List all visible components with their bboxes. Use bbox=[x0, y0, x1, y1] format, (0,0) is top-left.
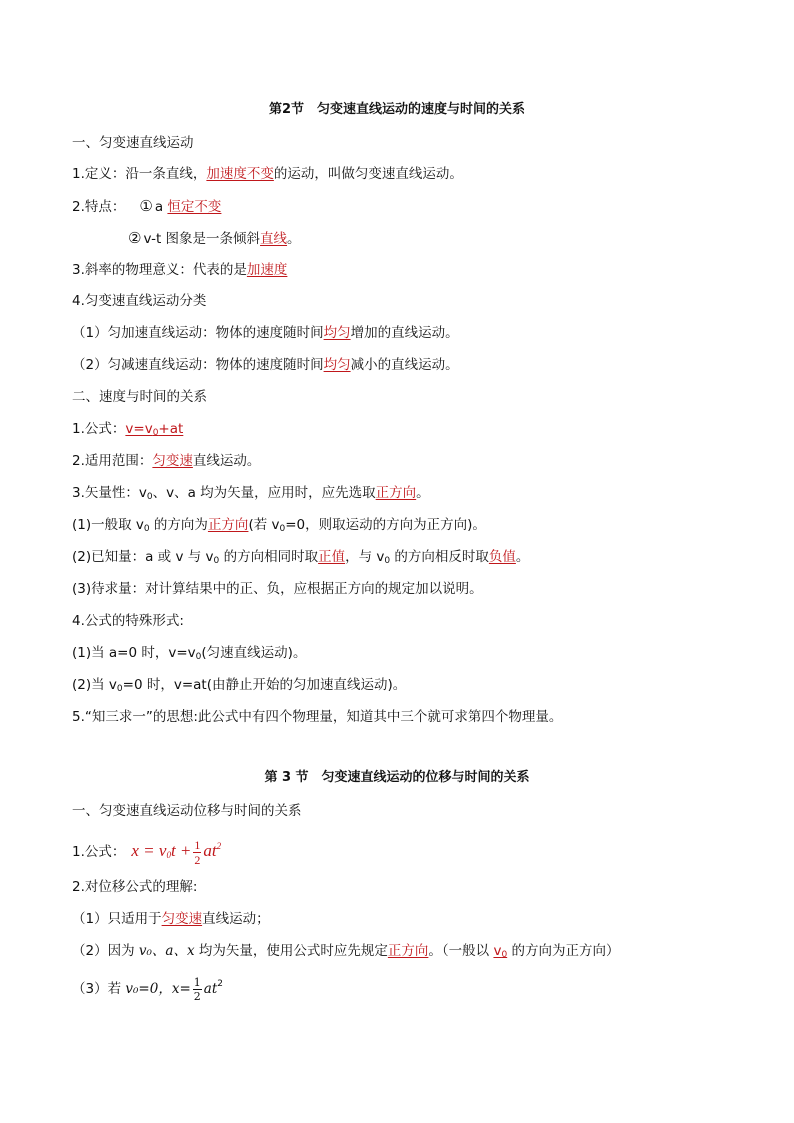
denominator: 2 bbox=[193, 989, 201, 1003]
text: (匀速直线运动)。 bbox=[201, 645, 307, 661]
answer-uniformly: 均匀 bbox=[323, 325, 351, 341]
answer-acceleration-constant: 加速度不变 bbox=[206, 166, 274, 182]
text: 减小的直线运动。 bbox=[350, 357, 459, 373]
text: 的方向为正方向） bbox=[507, 943, 620, 959]
text: =0 时，v=at(由静止开始的匀加速直线运动)。 bbox=[122, 677, 407, 693]
superscript: 2 bbox=[216, 841, 222, 851]
formula-line bbox=[72, 420, 183, 442]
subscript: 0 bbox=[279, 524, 286, 534]
text: 2.适用范围： bbox=[72, 453, 153, 469]
text: 3.斜率的物理意义：代表的是 bbox=[72, 262, 247, 278]
heading-uniform-motion: 一、匀变速直线运动 bbox=[72, 135, 194, 151]
know-three-find-one: 5.“知三求一”的思想:此公式中有四个物理量，知道其中三个就可求第四个物理量。 bbox=[72, 709, 563, 725]
special-form-2 bbox=[72, 676, 406, 698]
understanding-1 bbox=[72, 910, 270, 928]
text: +at bbox=[158, 421, 184, 437]
text: ，与 v bbox=[345, 549, 385, 565]
text: (若 v bbox=[248, 517, 280, 533]
condition: v₀=0，x= bbox=[125, 981, 191, 997]
subscript: 0 bbox=[501, 950, 508, 960]
vector-rule-3: (3)待求量：对计算结果中的正、负，应根据正方向的规定加以说明。 bbox=[72, 581, 483, 597]
text: v bbox=[493, 943, 502, 959]
answer-line: 直线 bbox=[260, 231, 288, 247]
answer-positive-direction: 正方向 bbox=[375, 485, 417, 501]
numerator: 1 bbox=[193, 975, 201, 989]
special-form-heading: 4.公式的特殊形式: bbox=[72, 613, 184, 629]
understanding-2 bbox=[72, 942, 619, 964]
text: 1.定义：沿一条直线， bbox=[72, 166, 207, 182]
understanding-3 bbox=[72, 968, 223, 1005]
decelerating-line bbox=[72, 356, 459, 374]
fraction-one-half bbox=[193, 839, 201, 866]
subscript: 0 bbox=[116, 684, 123, 694]
text: t + bbox=[170, 841, 192, 860]
text: 、v、a 均为矢量，应用时，应先选取 bbox=[152, 485, 376, 501]
text: 的方向为 bbox=[149, 517, 208, 533]
text: 的运动，叫做匀变速直线运动。 bbox=[273, 166, 463, 182]
heading-displacement-time: 一、匀变速直线运动位移与时间的关系 bbox=[72, 803, 302, 819]
denominator: 2 bbox=[194, 852, 201, 867]
answer-positive-direction: 正方向 bbox=[387, 943, 429, 959]
text: (1)一般取 v bbox=[72, 517, 144, 533]
numerator: 1 bbox=[194, 837, 201, 852]
circled-two-marker: ② bbox=[128, 229, 142, 247]
text: （3）若 bbox=[72, 981, 126, 997]
answer-negative-value: 负值 bbox=[488, 549, 516, 565]
heading-velocity-time: 二、速度与时间的关系 bbox=[72, 389, 207, 405]
section2-title: 第2节 匀变速直线运动的速度与时间的关系 bbox=[268, 102, 526, 117]
definition-line bbox=[72, 165, 463, 183]
special-form-1 bbox=[72, 644, 306, 666]
subscript: 0 bbox=[146, 492, 153, 502]
text: at bbox=[203, 981, 218, 997]
text: x = v bbox=[131, 841, 167, 860]
displacement-formula-line bbox=[72, 831, 221, 870]
text: （2）匀减速直线运动：物体的速度随时间 bbox=[72, 357, 324, 373]
text: 直线运动。 bbox=[192, 453, 261, 469]
text: 3.矢量性：v bbox=[72, 485, 147, 501]
superscript: 2 bbox=[217, 979, 223, 989]
feature-line-2 bbox=[128, 229, 301, 248]
classification-heading: 4.匀变速直线运动分类 bbox=[72, 293, 207, 309]
subscript: 0 bbox=[166, 850, 171, 860]
text: （2）因为 bbox=[72, 943, 139, 959]
answer-uniformly: 均匀 bbox=[323, 357, 351, 373]
answer-positive-value: 正值 bbox=[318, 549, 346, 565]
accelerating-line bbox=[72, 324, 459, 342]
text: 。 bbox=[515, 549, 530, 565]
subscript: 0 bbox=[152, 428, 159, 438]
text: 。 bbox=[416, 485, 430, 501]
answer-constant: 恒定不变 bbox=[167, 199, 222, 215]
scope-line bbox=[72, 452, 260, 470]
answer-acceleration: 加速度 bbox=[246, 262, 288, 278]
text: 增加的直线运动。 bbox=[350, 325, 459, 341]
vector-line bbox=[72, 484, 430, 506]
text: v-t 图象是一条倾斜 bbox=[143, 231, 261, 247]
fraction-one-half bbox=[193, 977, 202, 1002]
displacement-formula bbox=[131, 837, 222, 867]
text: 均为矢量，使用公式时应先规定 bbox=[194, 943, 388, 959]
text: 。（一般以 bbox=[428, 943, 494, 959]
vector-rule-1 bbox=[72, 516, 486, 538]
text: a bbox=[154, 199, 164, 215]
text: 2.特点： bbox=[72, 199, 126, 215]
subscript: 0 bbox=[195, 652, 202, 662]
text: 1.公式： bbox=[72, 844, 126, 860]
text: (2)当 v bbox=[72, 677, 117, 693]
understanding-heading: 2.对位移公式的理解: bbox=[72, 879, 198, 895]
text: v=v bbox=[125, 421, 153, 437]
text: =0，则取运动的方向为正方向)。 bbox=[285, 517, 486, 533]
text: at bbox=[203, 841, 217, 860]
section3-title: 第 3 节 匀变速直线运动的位移与时间的关系 bbox=[264, 770, 530, 785]
circled-one-marker: ① bbox=[139, 197, 153, 215]
subscript: 0 bbox=[143, 524, 150, 534]
text: 的方向相反时取 bbox=[390, 549, 489, 565]
text: 1.公式： bbox=[72, 421, 126, 437]
slope-line bbox=[72, 261, 287, 279]
answer-formula bbox=[125, 421, 183, 437]
text: 直线运动； bbox=[202, 911, 270, 927]
text: 的方向相同时取 bbox=[219, 549, 319, 565]
text: (2)已知量：a 或 v 与 v bbox=[72, 549, 214, 565]
subscript: 0 bbox=[384, 556, 391, 566]
vector-variables: v₀、a、x bbox=[138, 943, 195, 959]
answer-uniform-variable: 匀变速 bbox=[152, 453, 193, 469]
answer-initial-velocity bbox=[493, 943, 507, 959]
text: （1）匀加速直线运动：物体的速度随时间 bbox=[72, 325, 324, 341]
subscript: 0 bbox=[213, 556, 220, 566]
feature-line-1 bbox=[72, 197, 221, 216]
answer-positive-direction: 正方向 bbox=[207, 517, 249, 533]
text: (1)当 a=0 时，v=v bbox=[72, 645, 196, 661]
text: （1）只适用于 bbox=[72, 911, 162, 927]
vector-rule-2 bbox=[72, 548, 529, 570]
text: 。 bbox=[287, 231, 301, 247]
answer-uniform-variable: 匀变速 bbox=[161, 911, 203, 927]
